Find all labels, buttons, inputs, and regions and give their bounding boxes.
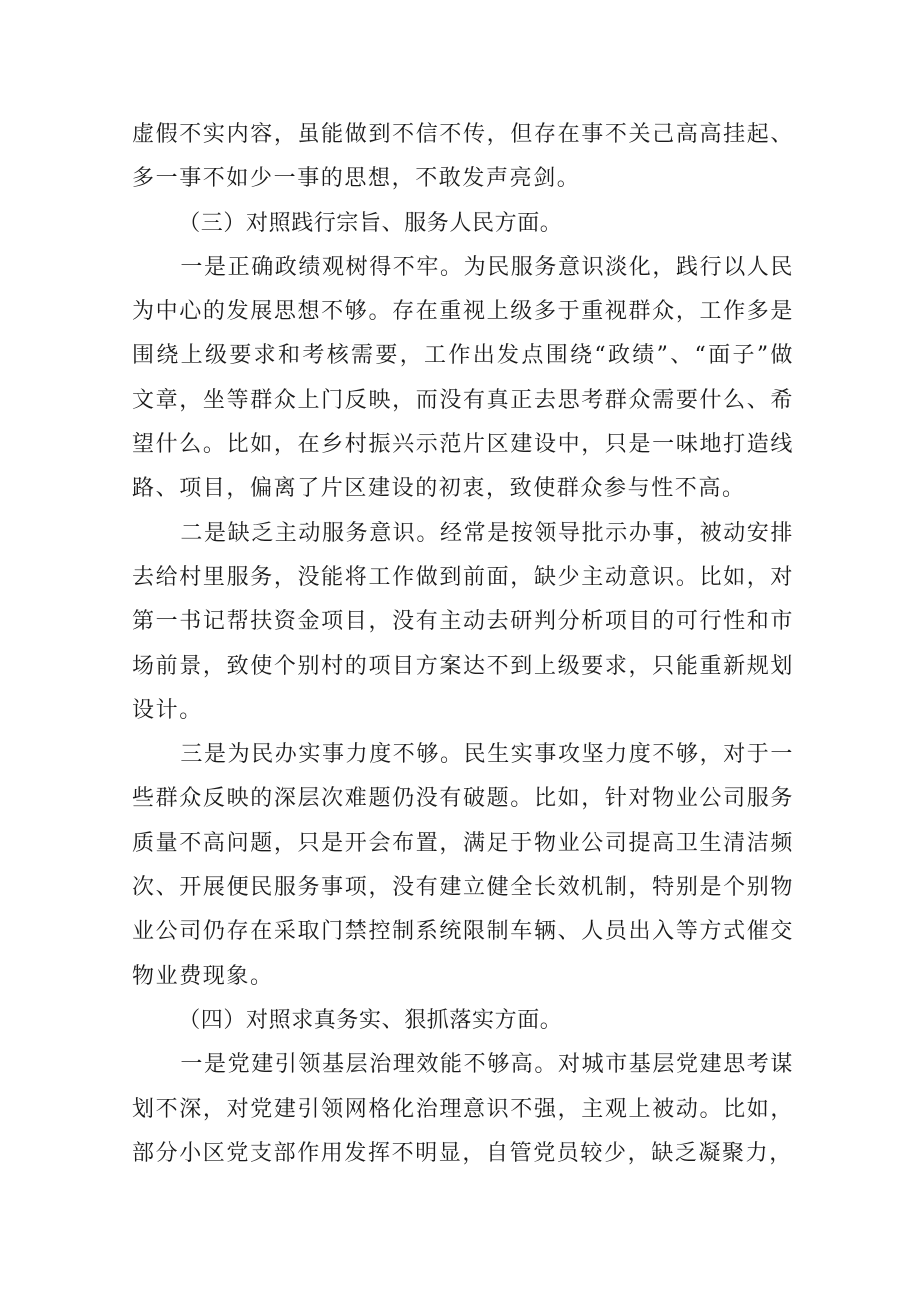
- paragraph-political-achievement: 一是正确政绩观树得不牢。为民服务意识淡化，践行以人民为中心的发展思想不够。存在重视上级多于重视群众，工作多是围绕上级要求和考核需要，工作出发点围绕“政绩”、“面子”做文章，坐等群众上门反映，而没有真正去思考群众需要什么、希望什么。比如，在乡村振兴示范片区建设中，只是一味地打造线路、项目，偏离了片区建设的初衷，致使群众参与性不高。: [132, 254, 794, 502]
- paragraph-practical-affairs: 三是为民办实事力度不够。民生实事攻坚力度不够，对于一些群众反映的深层次难题仍没有破题。比如，针对物业公司服务质量不高问题，只是开会布置，满足于物业公司提高卫生清洁频次、开展便民服务事项，没有建立健全长效机制，特别是个别物业公司仍存在采取门禁控制系统限制车辆、人员出入等方式催交物业费现象。: [132, 742, 794, 989]
- paragraph-party-building: 一是党建引领基层治理效能不够高。对城市基层党建思考谋划不深，对党建引领网格化治理意识不强，主观上被动。比如，部分小区党支部作用发挥不明显，自管党员较少，缺乏凝聚力，: [132, 1052, 794, 1166]
- paragraph-service-awareness: 二是缺乏主动服务意识。经常是按领导批示办事，被动安排去给村里服务，没能将工作做到前面，缺少主动意识。比如，对第一书记帮扶资金项目，没有主动去研判分析项目的可行性和市场前景，致使个别村的项目方案达不到上级要求，只能重新规划设计。: [132, 520, 794, 723]
- section-heading-3: （三）对照践行宗旨、服务人民方面。: [178, 210, 563, 236]
- document-body: [132, 113, 794, 1176]
- paragraph-continuation: 虚假不实内容，虽能做到不信不传，但存在事不关己高高挂起、多一事不如少一事的思想，不敢发声亮剑。: [132, 122, 794, 192]
- section-heading-4: （四）对照求真务实、狠抓落实方面。: [178, 1007, 563, 1033]
